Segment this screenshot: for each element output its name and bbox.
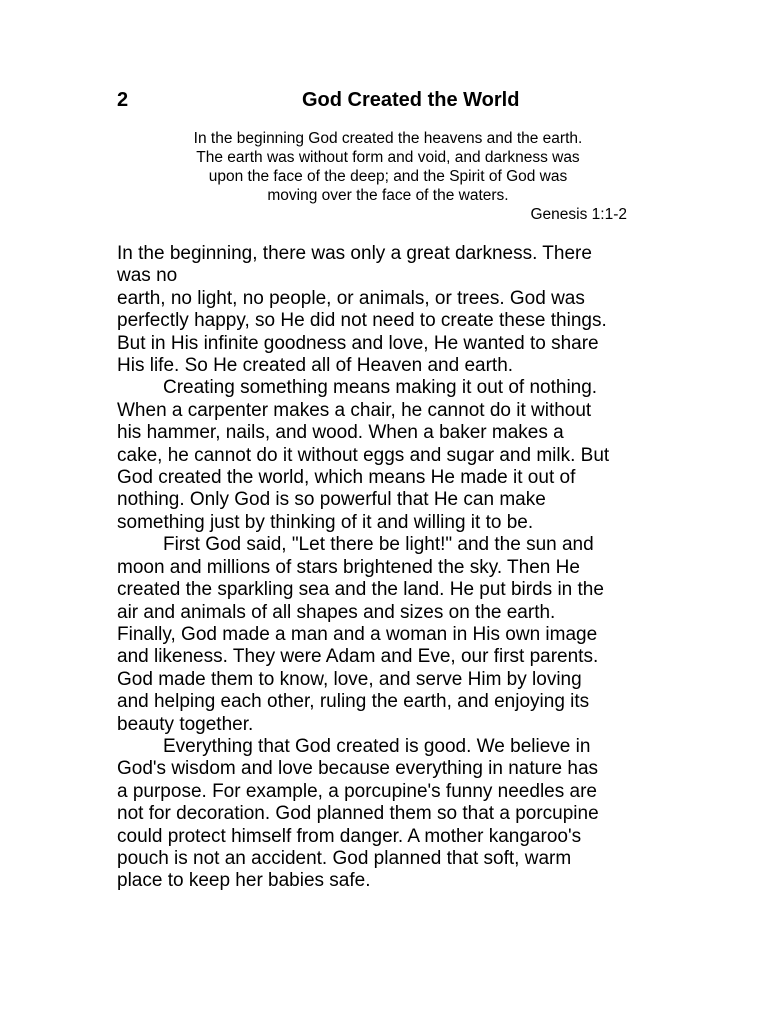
body-line: moon and millions of stars brightened the sky. Then He [117,556,580,578]
body-line: place to keep her babies safe. [117,870,371,892]
chapter-title: God Created the World [302,89,520,111]
epigraph-line: upon the face of the deep; and the Spirit of God was [208,168,568,185]
epigraph [140,129,636,224]
epigraph-line: In the beginning God created the heavens and the earth. [193,130,583,147]
body-line: God's wisdom and love because everything in nature has [117,758,599,780]
body-line: perfectly happy, so He did not need to create these things. [117,310,607,332]
body-text [117,243,662,893]
body-line: his hammer, nails, and wood. When a baker makes a [117,422,564,444]
body-line: air and animals of all shapes and sizes on the earth. [117,601,556,623]
body-line: pouch is not an accident. God planned that soft, warm [117,847,572,869]
body-line: something just by thinking of it and willing it to be. [117,511,534,533]
body-line: His life. So He created all of Heaven and earth. [117,355,514,377]
paragraph-first-line: Everything that God created is good. We believe in [163,735,591,757]
epigraph-line: The earth was without form and void, and darkness was [196,149,580,166]
body-line: could protect himself from danger. A mother kangaroo's [117,825,582,847]
body-line: In the beginning, there was only a great darkness. There [117,243,592,264]
body-line: Finally, God made a man and a woman in His own image [117,623,598,645]
body-line: not for decoration. God planned them so that a porcupine [117,803,599,825]
epigraph-line: moving over the face of the waters. [267,187,509,204]
body-line: God created the world, which means He made it out of [117,467,576,489]
body-line: and likeness. They were Adam and Eve, our first parents. [117,646,599,668]
body-line: cake, he cannot do it without eggs and sugar and milk. But [117,444,610,466]
body-line: nothing. Only God is so powerful that He can make [117,489,546,511]
body-line: God made them to know, love, and serve Him by loving [117,668,582,690]
body-line: was no [117,265,178,287]
epigraph-citation: Genesis 1:1-2 [530,206,627,223]
paragraph-first-line: First God said, "Let there be light!" and the sun and [163,534,594,556]
body-line: But in His infinite goodness and love, He wanted to share [117,332,599,354]
paragraph-first-line: Creating something means making it out of nothing. [163,377,598,399]
body-line: a purpose. For example, a porcupine's funny needles are [117,780,597,802]
body-line: When a carpenter makes a chair, he cannot do it without [117,399,592,421]
chapter-number: 2 [117,89,129,111]
body-line: earth, no light, no people, or animals, or trees. God was [117,287,585,309]
body-line: created the sparkling sea and the land. He put birds in the [117,579,604,601]
body-line: beauty together. [117,713,254,735]
body-line: and helping each other, ruling the earth, and enjoying its [117,691,590,713]
